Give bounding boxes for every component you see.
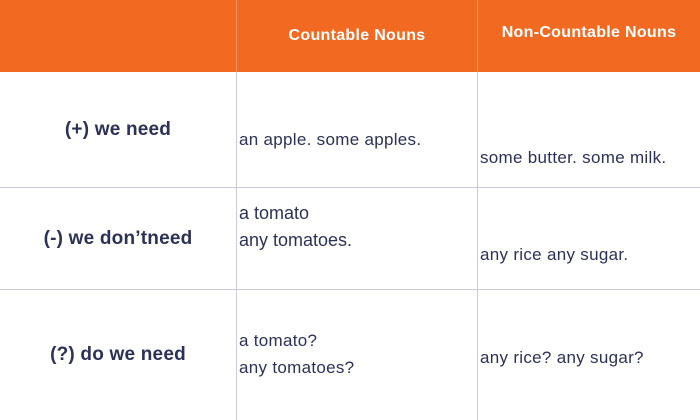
countable-cell — [237, 290, 478, 420]
header-empty-cell — [0, 0, 237, 72]
row-label-cell — [0, 290, 237, 420]
noncountable-text: some butter. some milk. — [480, 148, 667, 167]
header-noncountable-cell — [478, 0, 700, 72]
noncountable-text: any rice any sugar. — [480, 245, 629, 264]
header-countable-cell — [237, 0, 478, 72]
header-noncountable-label: Non-Countable Nouns — [501, 24, 677, 41]
countable-text: any tomatoes? — [239, 358, 355, 377]
row-label-cell — [0, 72, 237, 188]
countable-cell — [237, 72, 478, 188]
row-label-negative: (-) we don’tneed — [43, 227, 193, 249]
countable-text: a tomato — [239, 203, 310, 223]
noncountable-cell — [478, 72, 700, 188]
row-label-cell — [0, 188, 237, 290]
countable-text: an apple. some apples. — [239, 130, 422, 149]
row-label-positive: (+) we need — [64, 118, 172, 140]
countable-text: a tomato? — [239, 331, 318, 350]
row-label-question: (?) do we need — [50, 344, 186, 365]
countable-cell — [237, 188, 478, 290]
noncountable-cell — [478, 188, 700, 290]
noncountable-cell — [478, 290, 700, 420]
header-countable-label: Countable Nouns — [288, 27, 426, 44]
noncountable-text: any rice? any sugar? — [480, 348, 644, 367]
countable-text: any tomatoes. — [239, 230, 353, 250]
